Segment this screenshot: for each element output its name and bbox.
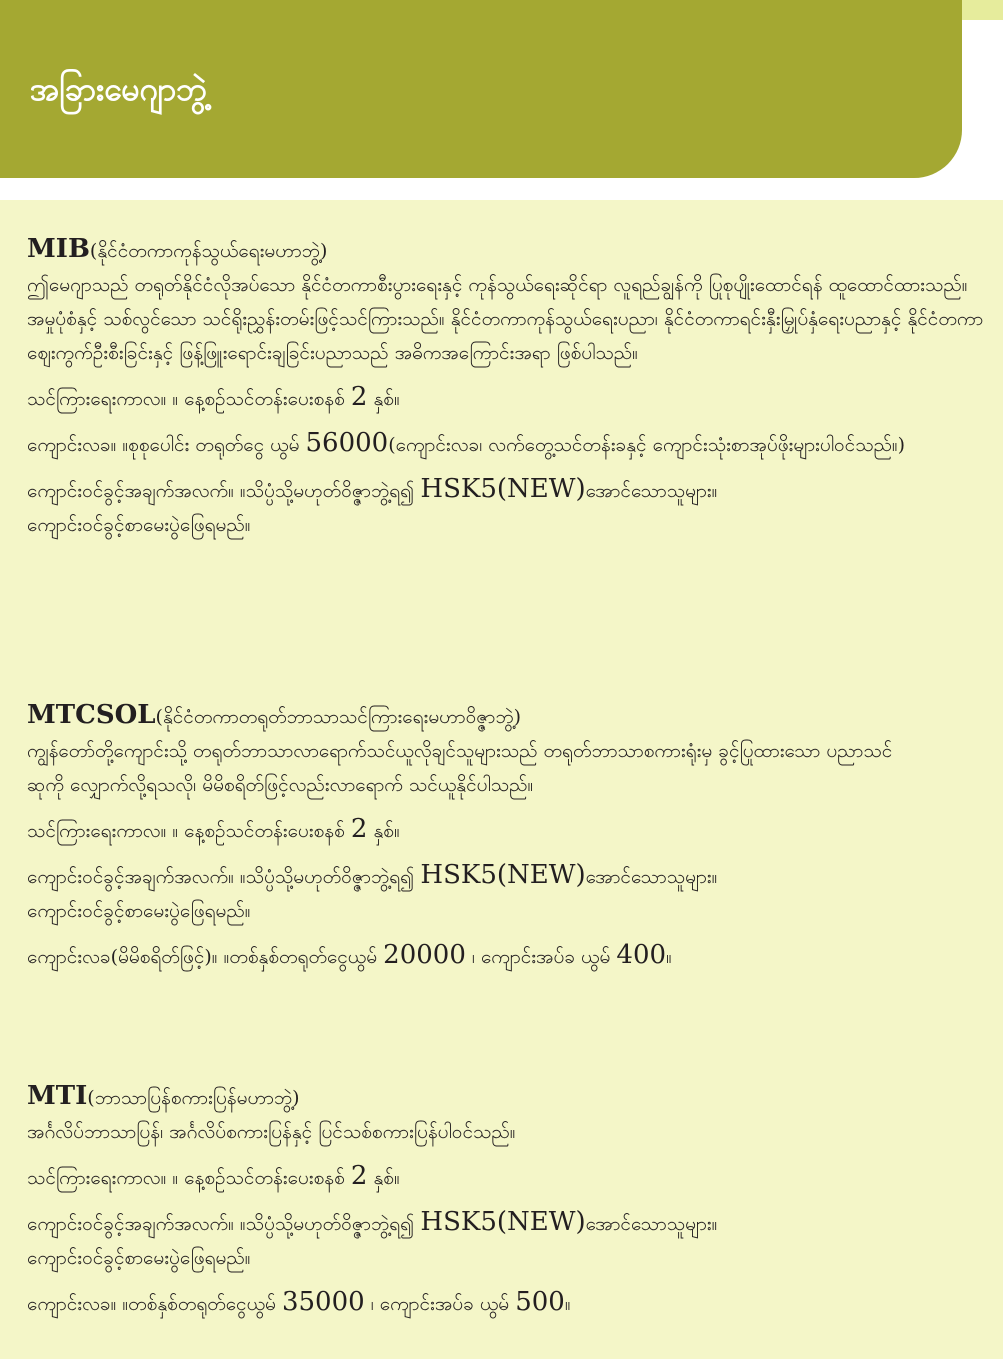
program-description: (နိုင်ငံတကာကုန်သွယ်ရေးမဟာဘွဲ့) — [89, 240, 328, 262]
fee-note: (ကျောင်းလခ၊ လက်တွေ့သင်တန်းခနှင့် ကျောင်းသုံးစာအုပ်ဖိုးများပါဝင်သည်။) — [388, 434, 906, 456]
duration-label: သင်ကြားရေးကာလ။ ။ နေ့စဉ်သင်တန်းပေးစနစ် — [27, 820, 345, 842]
header-band — [0, 0, 962, 178]
deposit-value: 400 — [616, 940, 667, 970]
duration-line — [27, 812, 989, 848]
duration-unit: နှစ်။ — [373, 388, 400, 410]
requirement-suffix: အောင်သောသူများ။ — [585, 866, 718, 888]
section-heading — [27, 698, 989, 734]
program-description: (နိုင်ငံတကာတရုတ်ဘာသာသင်ကြားရေးမဟာဝိဇ္ဇာဘွဲ့) — [155, 706, 522, 728]
program-code: MTCSOL — [27, 700, 156, 730]
section-mib — [27, 232, 989, 542]
exam-line: ကျောင်းဝင်ခွင့်စာမေးပွဲဖြေရမည်။ — [27, 1247, 251, 1269]
requirement-value: HSK5(NEW) — [420, 1207, 586, 1237]
fee-line — [27, 1285, 989, 1321]
program-code: MTI — [27, 1081, 88, 1111]
program-code: MIB — [27, 234, 90, 264]
duration-value: 2 — [350, 814, 368, 844]
deposit-label: ၊ ကျောင်းအပ်ခ ယွမ် — [471, 946, 611, 968]
requirement-label: ကျောင်းဝင်ခွင့်အချက်အလက်။ ။သိပ္ပံသို့မဟုတ်ဝိဇ္ဇာဘွဲ့ရ၍ — [27, 480, 415, 502]
requirement-line — [27, 1205, 989, 1241]
fee-label: ကျောင်းလခ။ ။တစ်နှစ်တရုတ်ငွေယွမ် — [27, 1293, 276, 1315]
duration-unit: နှစ်။ — [373, 820, 400, 842]
exam-line: ကျောင်းဝင်ခွင့်စာမေးပွဲဖြေရမည်။ — [27, 900, 251, 922]
fee-value: 35000 — [281, 1287, 365, 1317]
fee-line — [27, 426, 989, 462]
duration-line — [27, 380, 989, 416]
deposit-suffix: ။ — [564, 1293, 571, 1315]
program-body: ဤမေဂျာသည် တရုတ်နိုင်ငံလိုအပ်သော နိုင်ငံတကာစီးပွားရေးနှင့် ကုန်သွယ်ရေးဆိုင်ရာ လူရည်ချွန်ကို ပြုစုပျိုးထောင်ရန် ထူထောင်ထားသည်။ အမှုပုံစံနှင့် သစ်လွင်သော သင်ရိုးညွှန်းတမ်းဖြင့်သင်ကြားသည်။ နိုင်ငံတကာကုန်သွယ်ရေးပညာ၊ နိုင်ငံတကာရင်းနှီးမြှုပ်နှံရေးပညာနှင့် နိုင်ငံတကာဈေးကွက်ဦးစီးခြင်းနှင့် ဖြန့်ဖြူးရောင်းချခြင်းပညာသည် အဓိကအကြောင်းအရာ ဖြစ်ပါသည်။ — [27, 274, 984, 364]
fee-label: ကျောင်းလခ(မိမိစရိတ်ဖြင့်)။ ။တစ်နှစ်တရုတ်ငွေယွမ် — [27, 946, 378, 968]
duration-value: 2 — [350, 1161, 368, 1191]
requirement-line — [27, 472, 989, 508]
requirement-label: ကျောင်းဝင်ခွင့်အချက်အလက်။ ။သိပ္ပံသို့မဟုတ်ဝိဇ္ဇာဘွဲ့ရ၍ — [27, 1213, 415, 1235]
page-title: အခြားမေဂျာဘွဲ့ — [30, 70, 207, 108]
duration-value: 2 — [350, 382, 368, 412]
requirement-suffix: အောင်သောသူများ။ — [585, 1213, 718, 1235]
duration-label: သင်ကြားရေးကာလ။ ။ နေ့စဉ်သင်တန်းပေးစနစ် — [27, 1167, 345, 1189]
section-heading — [27, 1079, 989, 1115]
fee-label: ကျောင်းလခ။ ။စုစုပေါင်း တရုတ်ငွေ ယွမ် — [27, 434, 300, 456]
section-mtcsol — [27, 698, 989, 974]
requirement-line — [27, 858, 989, 894]
duration-line — [27, 1159, 989, 1195]
program-body: အင်္ဂလိပ်ဘာသာပြန်၊ အင်္ဂလိပ်စကားပြန်နှင့် ပြင်သစ်စကားပြန်ပါဝင်သည်။ — [27, 1121, 516, 1143]
program-body: ကျွန်တော်တို့ကျောင်းသို့ တရုတ်ဘာသာလာရောက်သင်ယူလိုချင်သူများသည် တရုတ်ဘာသာစကားရုံးမှ ခွင့်ပြုထားသော ပညာသင်ဆုကို လျှောက်လို့ရသလို၊ မိမိစရိတ်ဖြင့်လည်းလာရောက် သင်ယူနိုင်ပါသည်။ — [27, 740, 893, 796]
deposit-label: ၊ ကျောင်းအပ်ခ ယွမ် — [370, 1293, 510, 1315]
duration-label: သင်ကြားရေးကာလ။ ။ နေ့စဉ်သင်တန်းပေးစနစ် — [27, 388, 345, 410]
requirement-suffix: အောင်သောသူများ။ — [585, 480, 718, 502]
program-description: (ဘာသာပြန်စကားပြန်မဟာဘွဲ့) — [87, 1087, 300, 1109]
requirement-value: HSK5(NEW) — [420, 474, 586, 504]
exam-line: ကျောင်းဝင်ခွင့်စာမေးပွဲဖြေရမည်။ — [27, 514, 251, 536]
fee-value: 56000 — [305, 428, 389, 458]
section-heading — [27, 232, 989, 268]
fee-line — [27, 938, 989, 974]
requirement-label: ကျောင်းဝင်ခွင့်အချက်အလက်။ ။သိပ္ပံသို့မဟုတ်ဝိဇ္ဇာဘွဲ့ရ၍ — [27, 866, 415, 888]
fee-value: 20000 — [383, 940, 466, 970]
duration-unit: နှစ်။ — [373, 1167, 400, 1189]
requirement-value: HSK5(NEW) — [420, 860, 586, 890]
deposit-value: 500 — [515, 1287, 565, 1317]
deposit-suffix: ။ — [666, 946, 672, 968]
section-mti — [27, 1079, 989, 1321]
